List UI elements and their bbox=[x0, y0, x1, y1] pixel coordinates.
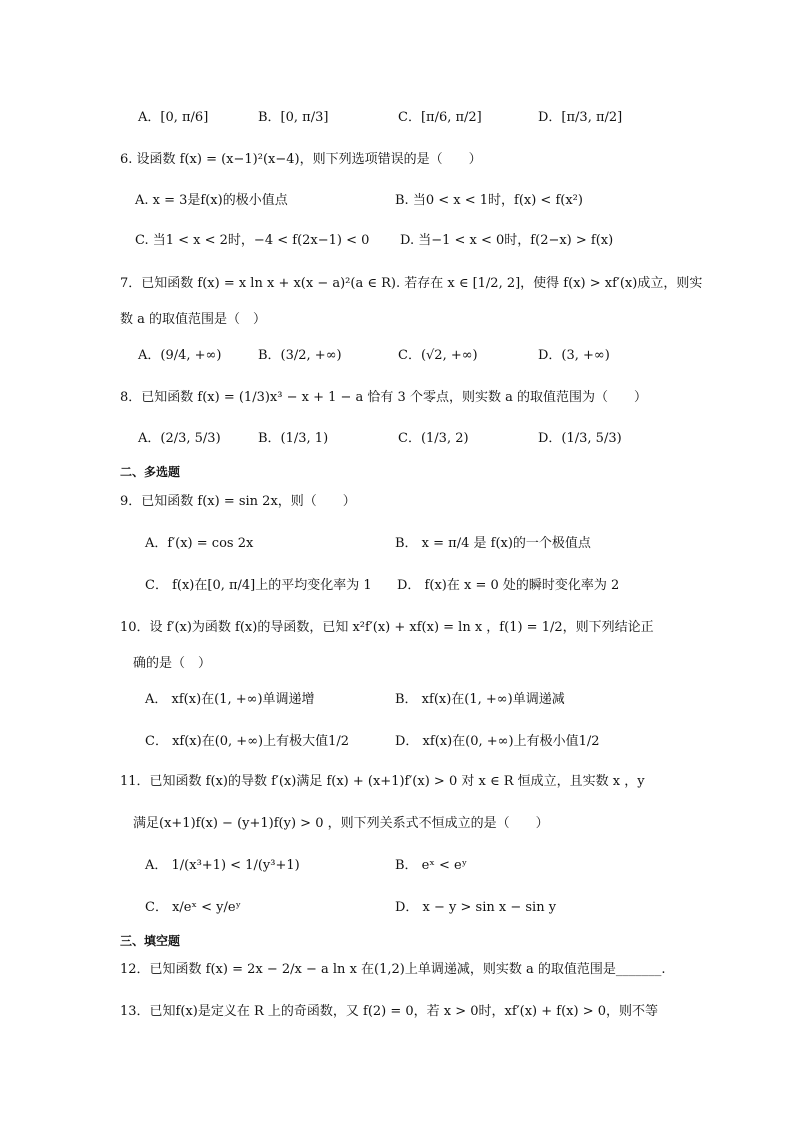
q7-option-a: A．(9/4, +∞) bbox=[138, 348, 222, 363]
section-3-heading: 三、填空题 bbox=[120, 934, 181, 948]
q6-stem: 6. 设函数 f(x) = (x−1)²(x−4)，则下列选项错误的是（ ） bbox=[120, 152, 482, 167]
q7-option-d: D．(3, +∞) bbox=[538, 348, 610, 363]
q9-option-c: C． f(x)在[0, π/4]上的平均变化率为 1 bbox=[145, 578, 372, 593]
q8-option-d: D．(1/3, 5/3) bbox=[538, 431, 622, 446]
q10-option-c: C． xf(x)在(0, +∞)上有极大值1/2 bbox=[145, 734, 350, 749]
q11-option-a: A． 1/(x³+1) < 1/(y³+1) bbox=[145, 858, 300, 873]
q11-stem-line2: 满足(x+1)f(x) − (y+1)f(y) > 0 ，则下列关系式不恒成立的是（ ） bbox=[133, 816, 549, 831]
q6-option-a: A. x = 3是f(x)的极小值点 bbox=[135, 193, 288, 208]
q11-option-c: C． x/eˣ < y/eʸ bbox=[145, 900, 242, 915]
q10-option-b: B． xf(x)在(1, +∞)单调递减 bbox=[395, 692, 565, 707]
q10-stem-line1: 10．设 f′(x)为函数 f(x)的导函数，已知 x²f′(x) + xf(x) = ln x ，f(1) = 1/2，则下列结论正 bbox=[120, 620, 654, 635]
q6-option-d: D. 当−1 < x < 0时，f(2−x) > f(x) bbox=[400, 233, 614, 248]
q5-option-b: B．[0, π/3] bbox=[258, 110, 329, 125]
q9-stem: 9．已知函数 f(x) = sin 2x，则（ ） bbox=[120, 494, 356, 509]
q8-option-a: A．(2/3, 5/3) bbox=[138, 431, 221, 446]
q11-option-b: B． eˣ < eʸ bbox=[395, 858, 468, 873]
q9-option-d: D． f(x)在 x = 0 处的瞬时变化率为 2 bbox=[397, 578, 620, 593]
q11-stem-line1: 11．已知函数 f(x)的导数 f′(x)满足 f(x) + (x+1)f′(x) > 0 对 x ∈ R 恒成立，且实数 x ，y bbox=[120, 774, 645, 789]
q9-option-a: A．f′(x) = cos 2x bbox=[145, 536, 254, 551]
q7-stem-line2: 数 a 的取值范围是（ ） bbox=[120, 312, 267, 327]
q10-option-d: D． xf(x)在(0, +∞)上有极小值1/2 bbox=[395, 734, 600, 749]
q6-option-b: B. 当0 < x < 1时，f(x) < f(x²) bbox=[395, 193, 583, 208]
q8-option-b: B．(1/3, 1) bbox=[258, 431, 329, 446]
q10-stem-line2: 确的是（ ） bbox=[133, 656, 212, 671]
q5-option-c: C．[π/6, π/2] bbox=[398, 110, 482, 125]
q8-option-c: C．(1/3, 2) bbox=[398, 431, 469, 446]
q12-stem: 12．已知函数 f(x) = 2x − 2/x − a ln x 在(1,2)上单调递减，则实数 a 的取值范围是_______. bbox=[120, 962, 666, 977]
q13-stem: 13．已知f(x)是定义在 R 上的奇函数，又 f(2) = 0，若 x > 0时，xf′(x) + f(x) > 0，则不等 bbox=[120, 1004, 659, 1019]
q5-option-d: D．[π/3, π/2] bbox=[538, 110, 623, 125]
q9-option-b: B． x = π/4 是 f(x)的一个极值点 bbox=[395, 536, 591, 551]
q8-stem: 8．已知函数 f(x) = (1/3)x³ − x + 1 − a 恰有 3 个零点，则实数 a 的取值范围为（ ） bbox=[120, 390, 647, 405]
q11-option-d: D． x − y > sin x − sin y bbox=[395, 900, 557, 915]
q7-stem-line1: 7．已知函数 f(x) = x ln x + x(x − a)²(a ∈ R). 若存在 x ∈ [1/2, 2]，使得 f(x) > xf′(x)成立，则实 bbox=[120, 276, 703, 291]
q6-option-c: C. 当1 < x < 2时，−4 < f(2x−1) < 0 bbox=[135, 233, 370, 248]
q5-option-a: A．[0, π/6] bbox=[138, 110, 209, 125]
q7-option-b: B．(3/2, +∞) bbox=[258, 348, 342, 363]
q7-option-c: C．(√2, +∞) bbox=[398, 348, 478, 363]
q10-option-a: A． xf(x)在(1, +∞)单调递增 bbox=[145, 692, 315, 707]
section-2-heading: 二、多选题 bbox=[120, 465, 181, 479]
